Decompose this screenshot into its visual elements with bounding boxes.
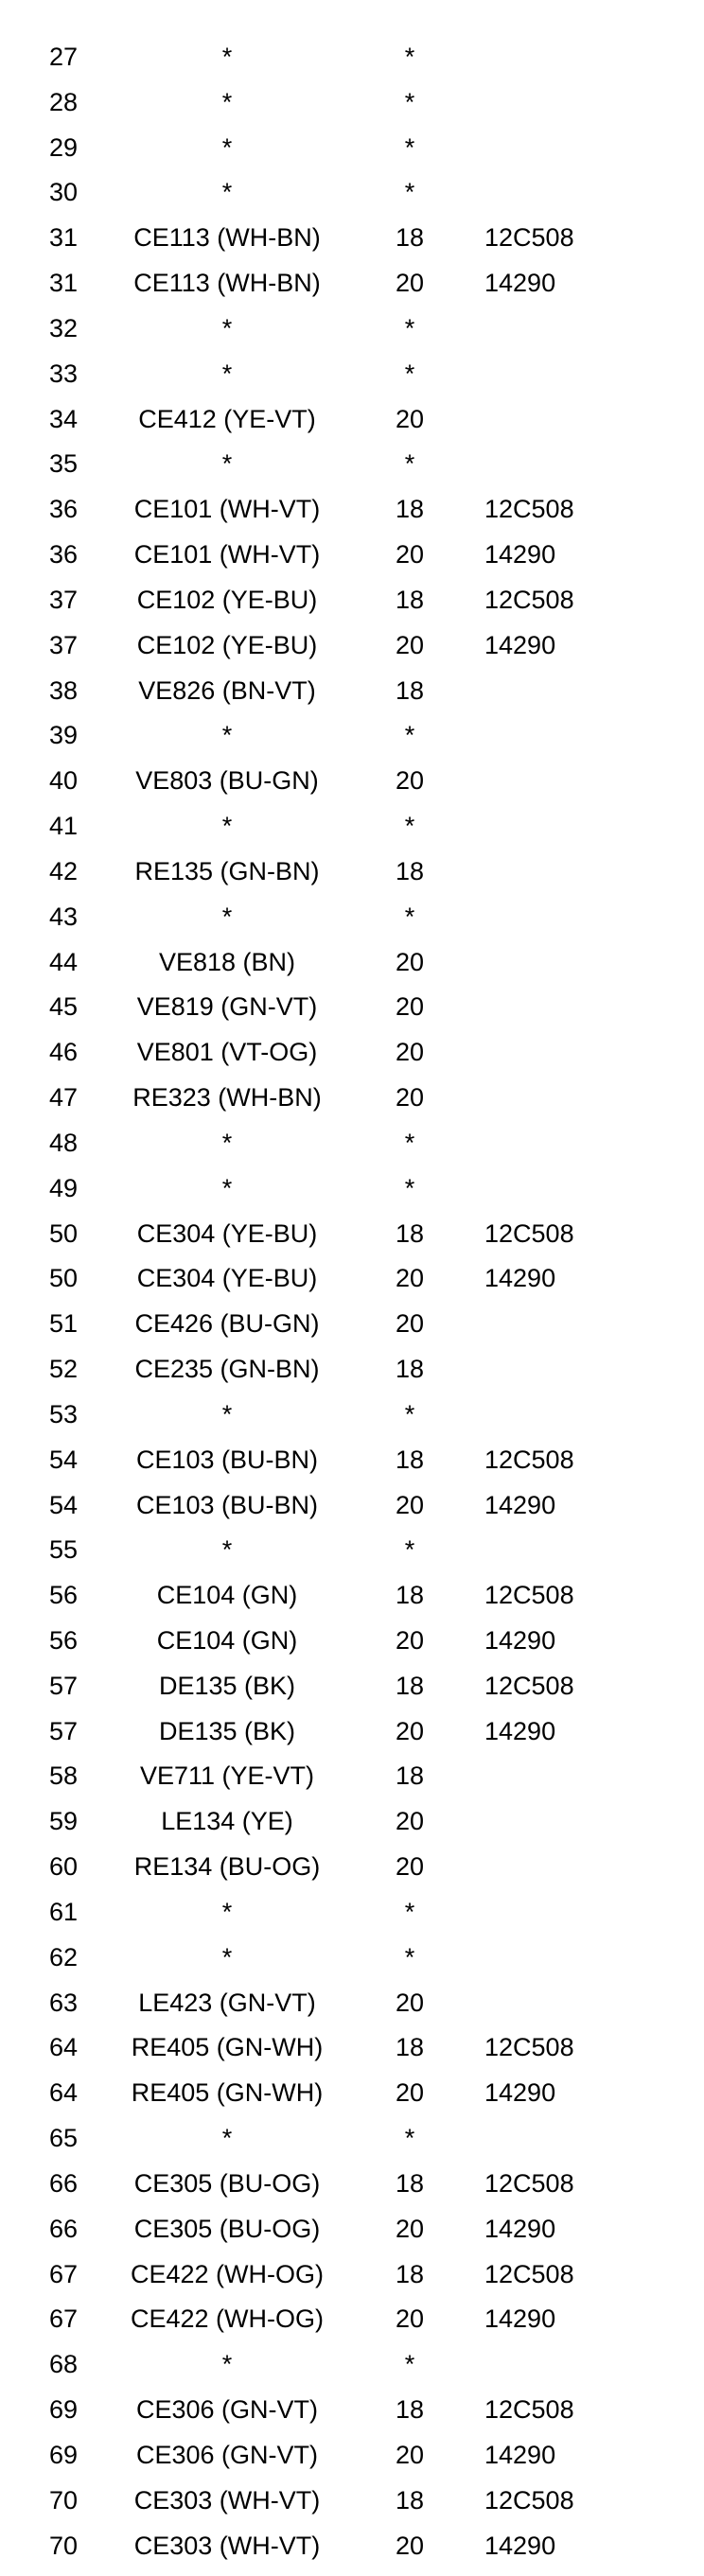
circuit-cell: VE801 (VT-OG) bbox=[136, 1038, 318, 1067]
table-row bbox=[0, 1626, 704, 1672]
table-row bbox=[0, 495, 704, 540]
wire-gauge-cell: 20 bbox=[395, 1083, 425, 1113]
cavity-cell: 70 bbox=[49, 2485, 79, 2515]
table-row bbox=[0, 902, 704, 948]
table-row bbox=[0, 2486, 704, 2532]
wire-gauge-cell: * bbox=[404, 2350, 415, 2379]
wire-gauge-cell: 20 bbox=[395, 1988, 425, 2017]
connector-pinout-table bbox=[0, 43, 704, 2576]
cavity-cell: 32 bbox=[49, 313, 79, 342]
circuit-cell: * bbox=[221, 1897, 233, 1926]
table-row bbox=[0, 1083, 704, 1129]
circuit-cell: * bbox=[221, 1942, 233, 1971]
table-row bbox=[0, 43, 704, 88]
cavity-cell: 56 bbox=[49, 1581, 79, 1610]
wire-gauge-cell: 18 bbox=[395, 675, 425, 705]
part-number-cell: 12C508 bbox=[484, 1218, 574, 1248]
table-row bbox=[0, 1038, 704, 1083]
circuit-cell: CE113 (WH-BN) bbox=[133, 223, 321, 253]
cavity-cell: 62 bbox=[49, 1942, 79, 1971]
cavity-cell: 50 bbox=[49, 1264, 79, 1293]
cavity-cell: 41 bbox=[49, 812, 79, 841]
cavity-cell: 30 bbox=[49, 178, 79, 207]
circuit-cell: * bbox=[221, 313, 233, 342]
wire-gauge-cell: 18 bbox=[395, 1218, 425, 1248]
table-row bbox=[0, 1264, 704, 1309]
cavity-cell: 29 bbox=[49, 132, 79, 162]
table-row bbox=[0, 2260, 704, 2305]
circuit-cell: CE103 (BU-BN) bbox=[135, 1490, 319, 1519]
cavity-cell: 66 bbox=[49, 2168, 79, 2198]
circuit-cell: * bbox=[221, 43, 233, 71]
cavity-cell: 66 bbox=[49, 2214, 79, 2243]
part-number-cell: 14290 bbox=[484, 1490, 556, 1519]
circuit-cell: CE306 (GN-VT) bbox=[135, 2440, 319, 2469]
circuit-cell: * bbox=[221, 2350, 233, 2379]
table-row bbox=[0, 1807, 704, 1852]
wire-gauge-cell: * bbox=[404, 902, 415, 931]
wire-gauge-cell: * bbox=[404, 132, 415, 162]
table-row bbox=[0, 1400, 704, 1446]
circuit-cell: DE135 (BK) bbox=[158, 1716, 296, 1745]
part-number-cell: 14290 bbox=[484, 269, 556, 298]
circuit-cell: * bbox=[221, 1173, 233, 1202]
circuit-cell: CE306 (GN-VT) bbox=[135, 2395, 319, 2425]
circuit-cell: * bbox=[221, 87, 233, 116]
circuit-cell: CE101 (WH-VT) bbox=[133, 540, 321, 570]
table-row bbox=[0, 1761, 704, 1807]
circuit-cell: CE422 (WH-OG) bbox=[130, 2304, 325, 2334]
wire-gauge-cell: 18 bbox=[395, 2395, 425, 2425]
part-number-cell: 14290 bbox=[484, 2214, 556, 2243]
table-row bbox=[0, 88, 704, 133]
cavity-cell: 45 bbox=[49, 992, 79, 1022]
cavity-cell: 35 bbox=[49, 449, 79, 479]
cavity-cell: 54 bbox=[49, 1445, 79, 1474]
wire-gauge-cell: 20 bbox=[395, 2531, 425, 2560]
cavity-cell: 58 bbox=[49, 1761, 79, 1791]
wire-gauge-cell: * bbox=[404, 721, 415, 750]
cavity-cell: 67 bbox=[49, 2259, 79, 2288]
circuit-cell: * bbox=[221, 2124, 233, 2153]
wire-gauge-cell: * bbox=[404, 812, 415, 841]
table-row bbox=[0, 2078, 704, 2124]
table-row bbox=[0, 2395, 704, 2441]
wire-gauge-cell: 18 bbox=[395, 856, 425, 885]
table-row bbox=[0, 1491, 704, 1536]
part-number-cell: 12C508 bbox=[484, 2259, 574, 2288]
wire-gauge-cell: * bbox=[404, 1128, 415, 1157]
circuit-cell: CE104 (GN) bbox=[156, 1625, 298, 1655]
table-row bbox=[0, 948, 704, 993]
wire-gauge-cell: 20 bbox=[395, 1625, 425, 1655]
table-row bbox=[0, 1943, 704, 1989]
cavity-cell: 59 bbox=[49, 1807, 79, 1836]
cavity-cell: 64 bbox=[49, 2033, 79, 2062]
circuit-cell: CE102 (YE-BU) bbox=[136, 585, 318, 614]
table-row bbox=[0, 721, 704, 766]
wire-gauge-cell: 20 bbox=[395, 540, 425, 570]
circuit-cell: LE134 (YE) bbox=[161, 1807, 293, 1836]
cavity-cell: 37 bbox=[49, 630, 79, 659]
wire-gauge-cell: 20 bbox=[395, 2078, 425, 2108]
wire-gauge-cell: * bbox=[404, 1535, 415, 1565]
wire-gauge-cell: 18 bbox=[395, 2485, 425, 2515]
part-number-cell: 12C508 bbox=[484, 2395, 574, 2425]
wire-gauge-cell: 20 bbox=[395, 766, 425, 796]
table-row bbox=[0, 133, 704, 179]
wire-gauge-cell: * bbox=[404, 1897, 415, 1926]
wire-gauge-cell: 20 bbox=[395, 1490, 425, 1519]
part-number-cell: 14290 bbox=[484, 630, 556, 659]
table-row bbox=[0, 2304, 704, 2350]
table-row bbox=[0, 812, 704, 857]
circuit-cell: VE711 (YE-VT) bbox=[139, 1761, 315, 1791]
wire-gauge-cell: 18 bbox=[395, 1761, 425, 1791]
cavity-cell: 50 bbox=[49, 1218, 79, 1248]
circuit-cell: VE818 (BN) bbox=[158, 947, 296, 976]
circuit-cell: RE134 (BU-OG) bbox=[133, 1852, 321, 1882]
cavity-cell: 67 bbox=[49, 2304, 79, 2334]
cavity-cell: 27 bbox=[49, 43, 79, 71]
wire-gauge-cell: 18 bbox=[395, 1355, 425, 1384]
cavity-cell: 43 bbox=[49, 902, 79, 931]
part-number-cell: 12C508 bbox=[484, 2168, 574, 2198]
table-row bbox=[0, 1898, 704, 1943]
table-row bbox=[0, 1446, 704, 1491]
cavity-cell: 40 bbox=[49, 766, 79, 796]
table-row bbox=[0, 1852, 704, 1898]
table-row bbox=[0, 1309, 704, 1355]
wire-gauge-cell: 20 bbox=[395, 630, 425, 659]
wire-gauge-cell: 20 bbox=[395, 1716, 425, 1745]
table-row bbox=[0, 405, 704, 450]
circuit-cell: CE102 (YE-BU) bbox=[136, 630, 318, 659]
cavity-cell: 39 bbox=[49, 721, 79, 750]
wire-gauge-cell: 18 bbox=[395, 495, 425, 524]
table-row bbox=[0, 2441, 704, 2486]
table-row bbox=[0, 2215, 704, 2260]
circuit-cell: CE303 (WH-VT) bbox=[133, 2485, 321, 2515]
cavity-cell: 31 bbox=[49, 269, 79, 298]
cavity-cell: 38 bbox=[49, 675, 79, 705]
table-row bbox=[0, 223, 704, 269]
cavity-cell: 44 bbox=[49, 947, 79, 976]
part-number-cell: 12C508 bbox=[484, 1581, 574, 1610]
cavity-cell: 33 bbox=[49, 359, 79, 388]
circuit-cell: CE103 (BU-BN) bbox=[135, 1445, 319, 1474]
wire-gauge-cell: 18 bbox=[395, 585, 425, 614]
table-row bbox=[0, 631, 704, 676]
cavity-cell: 65 bbox=[49, 2124, 79, 2153]
circuit-cell: VE803 (BU-GN) bbox=[135, 766, 319, 796]
wire-gauge-cell: * bbox=[404, 87, 415, 116]
wire-gauge-cell: 18 bbox=[395, 223, 425, 253]
cavity-cell: 70 bbox=[49, 2531, 79, 2560]
table-row bbox=[0, 2350, 704, 2395]
cavity-cell: 56 bbox=[49, 1625, 79, 1655]
cavity-cell: 64 bbox=[49, 2078, 79, 2108]
circuit-cell: VE826 (BN-VT) bbox=[138, 675, 316, 705]
wire-gauge-cell: 20 bbox=[395, 2214, 425, 2243]
cavity-cell: 57 bbox=[49, 1716, 79, 1745]
cavity-cell: 69 bbox=[49, 2395, 79, 2425]
table-row bbox=[0, 449, 704, 495]
circuit-cell: CE305 (BU-OG) bbox=[133, 2214, 321, 2243]
wire-gauge-cell: 20 bbox=[395, 269, 425, 298]
circuit-cell: CE304 (YE-BU) bbox=[136, 1218, 318, 1248]
circuit-cell: CE304 (YE-BU) bbox=[136, 1264, 318, 1293]
circuit-cell: CE303 (WH-VT) bbox=[133, 2531, 321, 2560]
wire-gauge-cell: 18 bbox=[395, 1445, 425, 1474]
table-row bbox=[0, 1717, 704, 1762]
cavity-cell: 48 bbox=[49, 1128, 79, 1157]
wire-gauge-cell: 18 bbox=[395, 2168, 425, 2198]
wire-gauge-cell: 20 bbox=[395, 1264, 425, 1293]
cavity-cell: 52 bbox=[49, 1355, 79, 1384]
table-row bbox=[0, 1174, 704, 1219]
cavity-cell: 55 bbox=[49, 1535, 79, 1565]
circuit-cell: RE135 (GN-BN) bbox=[134, 856, 320, 885]
part-number-cell: 12C508 bbox=[484, 223, 574, 253]
circuit-cell: CE426 (BU-GN) bbox=[134, 1309, 320, 1339]
circuit-cell: * bbox=[221, 449, 233, 479]
circuit-cell: RE323 (WH-BN) bbox=[132, 1083, 322, 1113]
cavity-cell: 54 bbox=[49, 1490, 79, 1519]
cavity-cell: 69 bbox=[49, 2440, 79, 2469]
wire-gauge-cell: 20 bbox=[395, 2440, 425, 2469]
table-row bbox=[0, 857, 704, 902]
wire-gauge-cell: 20 bbox=[395, 1852, 425, 1882]
circuit-cell: CE101 (WH-VT) bbox=[133, 495, 321, 524]
circuit-cell: * bbox=[221, 721, 233, 750]
wire-gauge-cell: 20 bbox=[395, 1807, 425, 1836]
cavity-cell: 47 bbox=[49, 1083, 79, 1113]
wire-gauge-cell: * bbox=[404, 1173, 415, 1202]
wire-gauge-cell: * bbox=[404, 359, 415, 388]
wire-gauge-cell: * bbox=[404, 313, 415, 342]
cavity-cell: 68 bbox=[49, 2350, 79, 2379]
table-row bbox=[0, 1355, 704, 1400]
circuit-cell: CE422 (WH-OG) bbox=[130, 2259, 325, 2288]
table-row bbox=[0, 359, 704, 405]
table-row bbox=[0, 1219, 704, 1265]
table-row bbox=[0, 178, 704, 223]
table-row bbox=[0, 766, 704, 812]
wire-gauge-cell: * bbox=[404, 1399, 415, 1428]
wire-gauge-cell: 20 bbox=[395, 947, 425, 976]
table-row bbox=[0, 1129, 704, 1174]
cavity-cell: 34 bbox=[49, 404, 79, 433]
wire-gauge-cell: 20 bbox=[395, 404, 425, 433]
wire-gauge-cell: 18 bbox=[395, 2259, 425, 2288]
part-number-cell: 14290 bbox=[484, 2440, 556, 2469]
wire-gauge-cell: 18 bbox=[395, 2033, 425, 2062]
part-number-cell: 12C508 bbox=[484, 495, 574, 524]
part-number-cell: 12C508 bbox=[484, 1671, 574, 1700]
circuit-cell: VE819 (GN-VT) bbox=[136, 992, 318, 1022]
cavity-cell: 51 bbox=[49, 1309, 79, 1339]
circuit-cell: DE135 (BK) bbox=[158, 1671, 296, 1700]
part-number-cell: 14290 bbox=[484, 2304, 556, 2334]
cavity-cell: 49 bbox=[49, 1173, 79, 1202]
circuit-cell: CE305 (BU-OG) bbox=[133, 2168, 321, 2198]
circuit-cell: * bbox=[221, 902, 233, 931]
circuit-cell: * bbox=[221, 1128, 233, 1157]
table-row bbox=[0, 1535, 704, 1581]
cavity-cell: 42 bbox=[49, 856, 79, 885]
wire-gauge-cell: 20 bbox=[395, 2304, 425, 2334]
cavity-cell: 37 bbox=[49, 585, 79, 614]
wire-gauge-cell: 20 bbox=[395, 1038, 425, 1067]
table-row bbox=[0, 540, 704, 586]
circuit-cell: * bbox=[221, 812, 233, 841]
part-number-cell: 14290 bbox=[484, 1625, 556, 1655]
table-row bbox=[0, 2033, 704, 2078]
cavity-cell: 36 bbox=[49, 540, 79, 570]
part-number-cell: 14290 bbox=[484, 1716, 556, 1745]
wire-gauge-cell: * bbox=[404, 43, 415, 71]
part-number-cell: 14290 bbox=[484, 2078, 556, 2108]
circuit-cell: RE405 (GN-WH) bbox=[131, 2033, 324, 2062]
cavity-cell: 46 bbox=[49, 1038, 79, 1067]
table-row bbox=[0, 1989, 704, 2034]
circuit-cell: CE235 (GN-BN) bbox=[134, 1355, 320, 1384]
wire-gauge-cell: 20 bbox=[395, 992, 425, 1022]
part-number-cell: 12C508 bbox=[484, 2485, 574, 2515]
table-row bbox=[0, 676, 704, 722]
table-row bbox=[0, 269, 704, 314]
part-number-cell: 14290 bbox=[484, 1264, 556, 1293]
table-row bbox=[0, 992, 704, 1038]
cavity-cell: 61 bbox=[49, 1897, 79, 1926]
circuit-cell: RE405 (GN-WH) bbox=[131, 2078, 324, 2108]
circuit-cell: CE104 (GN) bbox=[156, 1581, 298, 1610]
table-row bbox=[0, 1581, 704, 1626]
circuit-cell: * bbox=[221, 1535, 233, 1565]
circuit-cell: * bbox=[221, 178, 233, 207]
wire-gauge-cell: * bbox=[404, 449, 415, 479]
part-number-cell: 12C508 bbox=[484, 585, 574, 614]
cavity-cell: 53 bbox=[49, 1399, 79, 1428]
cavity-cell: 31 bbox=[49, 223, 79, 253]
cavity-cell: 63 bbox=[49, 1988, 79, 2017]
wire-gauge-cell: * bbox=[404, 2124, 415, 2153]
wire-gauge-cell: 20 bbox=[395, 1309, 425, 1339]
wire-gauge-cell: * bbox=[404, 178, 415, 207]
part-number-cell: 14290 bbox=[484, 540, 556, 570]
cavity-cell: 36 bbox=[49, 495, 79, 524]
cavity-cell: 28 bbox=[49, 87, 79, 116]
wire-gauge-cell: * bbox=[404, 1942, 415, 1971]
part-number-cell: 12C508 bbox=[484, 1445, 574, 1474]
circuit-cell: * bbox=[221, 132, 233, 162]
circuit-cell: * bbox=[221, 359, 233, 388]
table-row bbox=[0, 314, 704, 359]
wire-gauge-cell: 18 bbox=[395, 1671, 425, 1700]
table-row bbox=[0, 2169, 704, 2215]
table-row bbox=[0, 2124, 704, 2169]
circuit-cell: * bbox=[221, 1399, 233, 1428]
table-row bbox=[0, 586, 704, 631]
wire-gauge-cell: 18 bbox=[395, 1581, 425, 1610]
table-row bbox=[0, 1672, 704, 1717]
circuit-cell: CE412 (YE-VT) bbox=[138, 404, 316, 433]
cavity-cell: 60 bbox=[49, 1852, 79, 1882]
cavity-cell: 57 bbox=[49, 1671, 79, 1700]
circuit-cell: LE423 (GN-VT) bbox=[138, 1988, 316, 2017]
part-number-cell: 12C508 bbox=[484, 2033, 574, 2062]
circuit-cell: CE113 (WH-BN) bbox=[133, 269, 321, 298]
part-number-cell: 14290 bbox=[484, 2531, 556, 2560]
